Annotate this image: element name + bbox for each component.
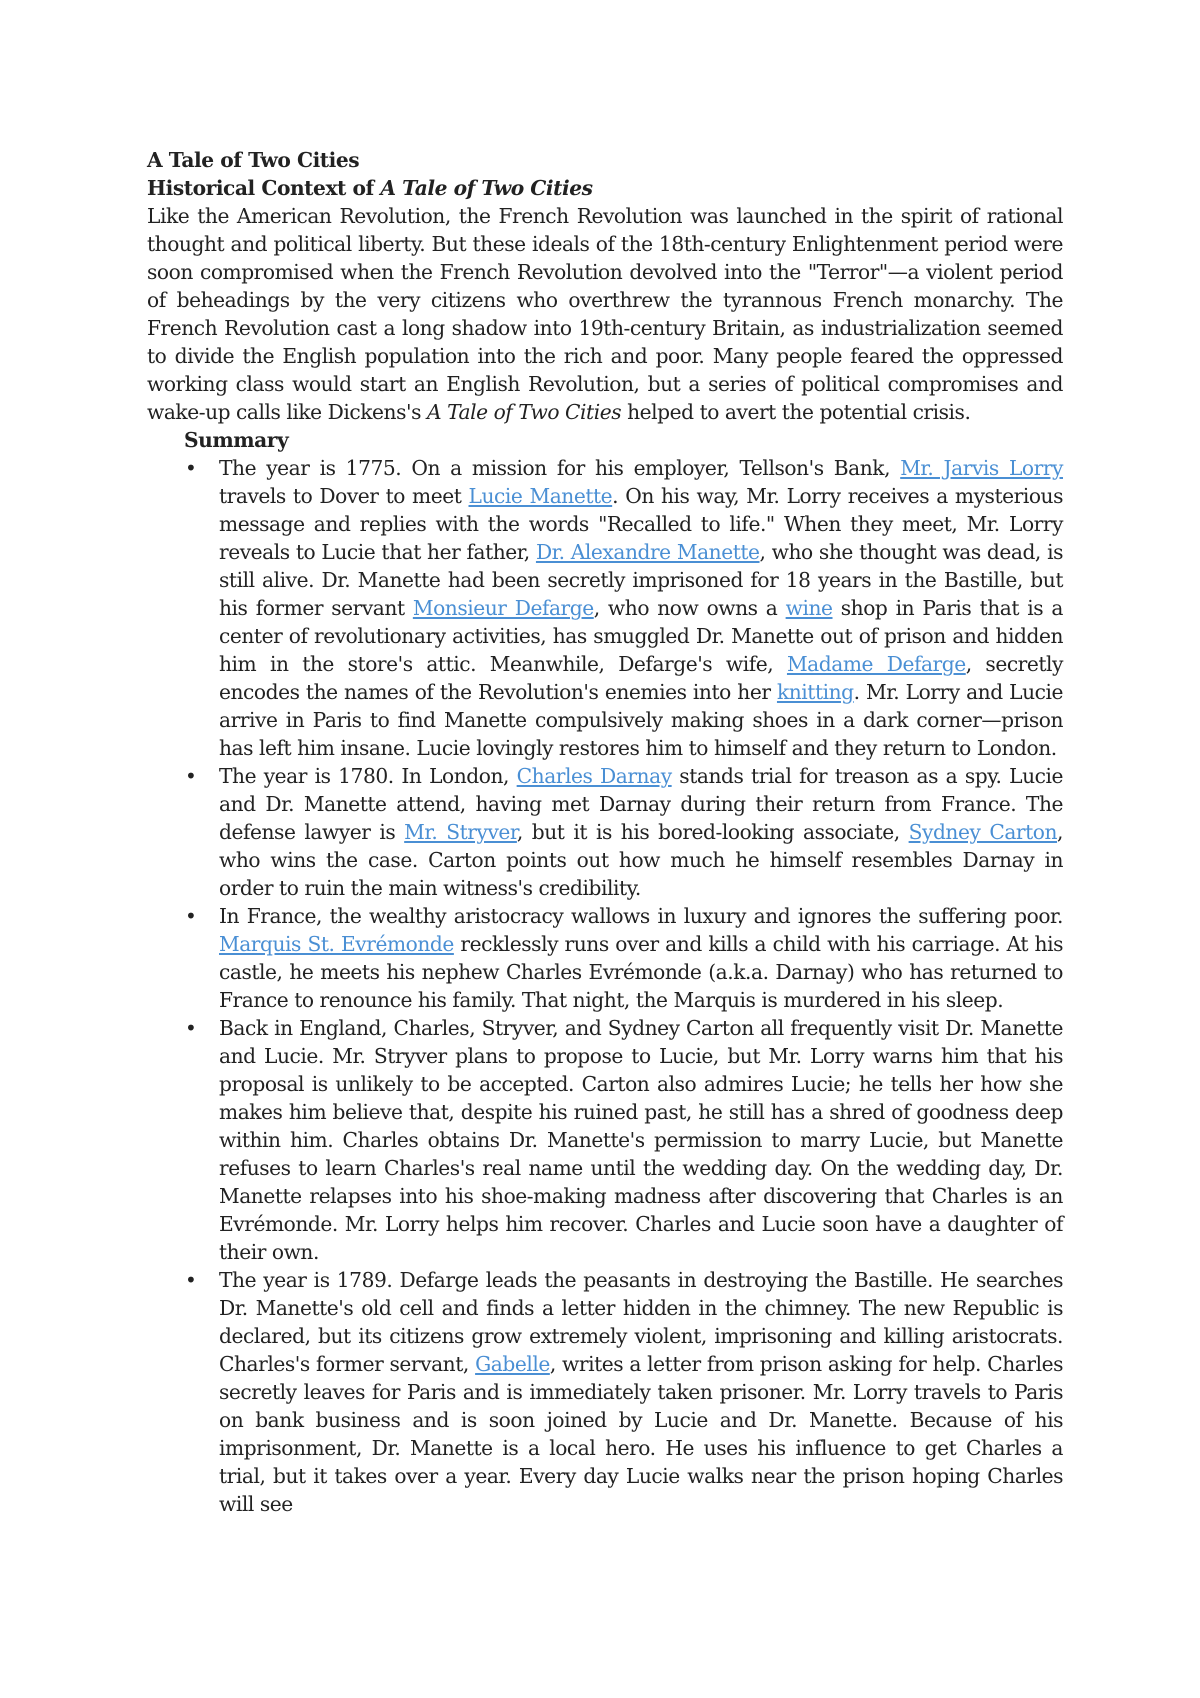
item-text: , who now owns a [593,596,786,620]
item-text: The year is 1775. On a mission for his employer, Tellson's Bank, [219,456,901,480]
item-text: , but it is his bored-looking associate, [516,820,909,844]
context-book-title: A Tale of Two Cities [426,400,622,424]
item-text: In France, the wealthy aristocracy wallows in luxury and ignores the suffering poor. [219,904,1063,928]
link-madame-defarge[interactable]: Madame Defarge [786,652,966,676]
link-gabelle[interactable]: Gabelle [475,1352,550,1376]
link-marquis-st-evremonde[interactable]: Marquis St. Evrémonde [219,932,454,956]
item-text: . On his way, Mr. Lorry receives a mysterious message and replies with the words "Recalled to life." When they meet, Mr. Lorry reveals to Lucie that her father, [219,484,1063,564]
historical-context-paragraph [147,202,1063,426]
item-text: , who she thought was dead, is still alive. Dr. Manette had been secretly imprisoned for 18 years in the Bastille, but his former servant [219,540,1063,620]
document-title: A Tale of Two Cities [147,148,360,172]
item-text: The year is 1789. Defarge leads the peasants in destroying the Bastille. He searches Dr. Manette's old cell and finds a letter hidden in the chimney. The new Republic is declared, but its citizens grow extremely violent, imprisoning and killing aristocrats. Charles's former servant, [219,1268,1063,1376]
link-monsieur-defarge[interactable]: Monsieur Defarge [412,596,594,620]
heading-book-title: A Tale of Two Cities [380,176,593,200]
link-dr-alexandre-manette[interactable]: Dr. Alexandre Manette [535,540,760,564]
heading-prefix: Historical Context of [147,176,381,200]
summary-item-1780 [219,762,1063,902]
link-charles-darnay[interactable]: Charles Darnay [516,764,672,788]
item-text: Back in England, Charles, Stryver, and Sydney Carton all frequently visit Dr. Manette and Lucie. Mr. Stryver plans to propose to Lucie, but Mr. Lorry warns him that his proposal is unlikely to be accepted. Carton also admires Lucie; he tells her how she makes him believe that, despite his ruined past, he still has a shred of goodness deep within him. Charles obtains Dr. Manette's permission to marry Lucie, but Manette refuses to learn Charles's real name until the wedding day. On the wedding day, Dr. Manette relapses into his shoe-making madness after discovering that Charles is an Evrémonde. Mr. Lorry helps him recover. Charles and Lucie soon have a daughter of their own. [219,1016,1063,1264]
historical-context-heading [147,174,1063,202]
item-text: The year is 1780. In London, [219,764,517,788]
item-text: . Mr. Lorry and Lucie arrive in Paris to find Manette compulsively making shoes in a dark corner—prison has left him insane. Lucie lovingly restores him to himself and they return to London. [219,680,1063,760]
item-text: travels to Dover to meet [219,484,469,508]
item-text: shop in Paris that is a center of revolutionary activities, has smuggled Dr. Manette out of prison and hidden him in the store's attic. Meanwhile, Defarge's wife, [219,596,1063,676]
link-mr-stryver[interactable]: Mr. Stryver [404,820,517,844]
link-sydney-carton[interactable]: Sydney Carton [908,820,1058,844]
item-text: recklessly runs over and kills a child with his carriage. At his castle, he meets his nephew Charles Evrémonde (a.k.a. Darnay) who has returned to France to renounce his family. That night, the Marquis is murdered in his sleep. [219,932,1063,1012]
item-text: , secretly encodes the names of the Revolution's enemies into her [219,652,1063,704]
summary-item-france [219,902,1063,1014]
document-body [147,146,1063,1518]
link-wine[interactable]: wine [785,596,833,620]
summary-heading: Summary [184,428,289,452]
link-mr-jarvis-lorry[interactable]: Mr. Jarvis Lorry [900,456,1063,480]
context-text-1: Like the American Revolution, the French Revolution was launched in the spirit of rational thought and political liberty. But these ideals of the 18th-century Enlightenment period were soon compromised when the French Revolution devolved into the "Terror"—a violent period of beheadings by the very citizens who overthrew the tyrannous French monarchy. The French Revolution cast a long shadow into 19th-century Britain, as industrialization seemed to divide the English population into the rich and poor. Many people feared the oppressed working class would start an English Revolution, but a series of political compromises and wake-up calls like Dickens's [147,204,1063,424]
link-lucie-manette[interactable]: Lucie Manette [468,484,613,508]
item-text: , who wins the case. Carton points out how much he himself resembles Darnay in order to ruin the main witness's credibility. [219,820,1063,900]
item-text: stands trial for treason as a spy. Lucie and Dr. Manette attend, having met Darnay during their return from France. The defense lawyer is [219,764,1064,844]
summary-list [147,454,1063,1518]
link-knitting[interactable]: knitting [776,680,854,704]
summary-item-1775 [219,454,1063,762]
context-text-2: helped to avert the potential crisis. [621,400,971,424]
item-text: , writes a letter from prison asking for help. Charles secretly leaves for Paris and is immediately taken prisoner. Mr. Lorry travels to Paris on bank business and is soon joined by Lucie and Dr. Manette. Because of his imprisonment, Dr. Manette is a local hero. He uses his influence to get Charles a trial, but it takes over a year. Every day Lucie walks near the prison hoping Charles will see [219,1352,1064,1516]
summary-item-england [219,1014,1063,1266]
summary-item-1789 [219,1266,1063,1518]
